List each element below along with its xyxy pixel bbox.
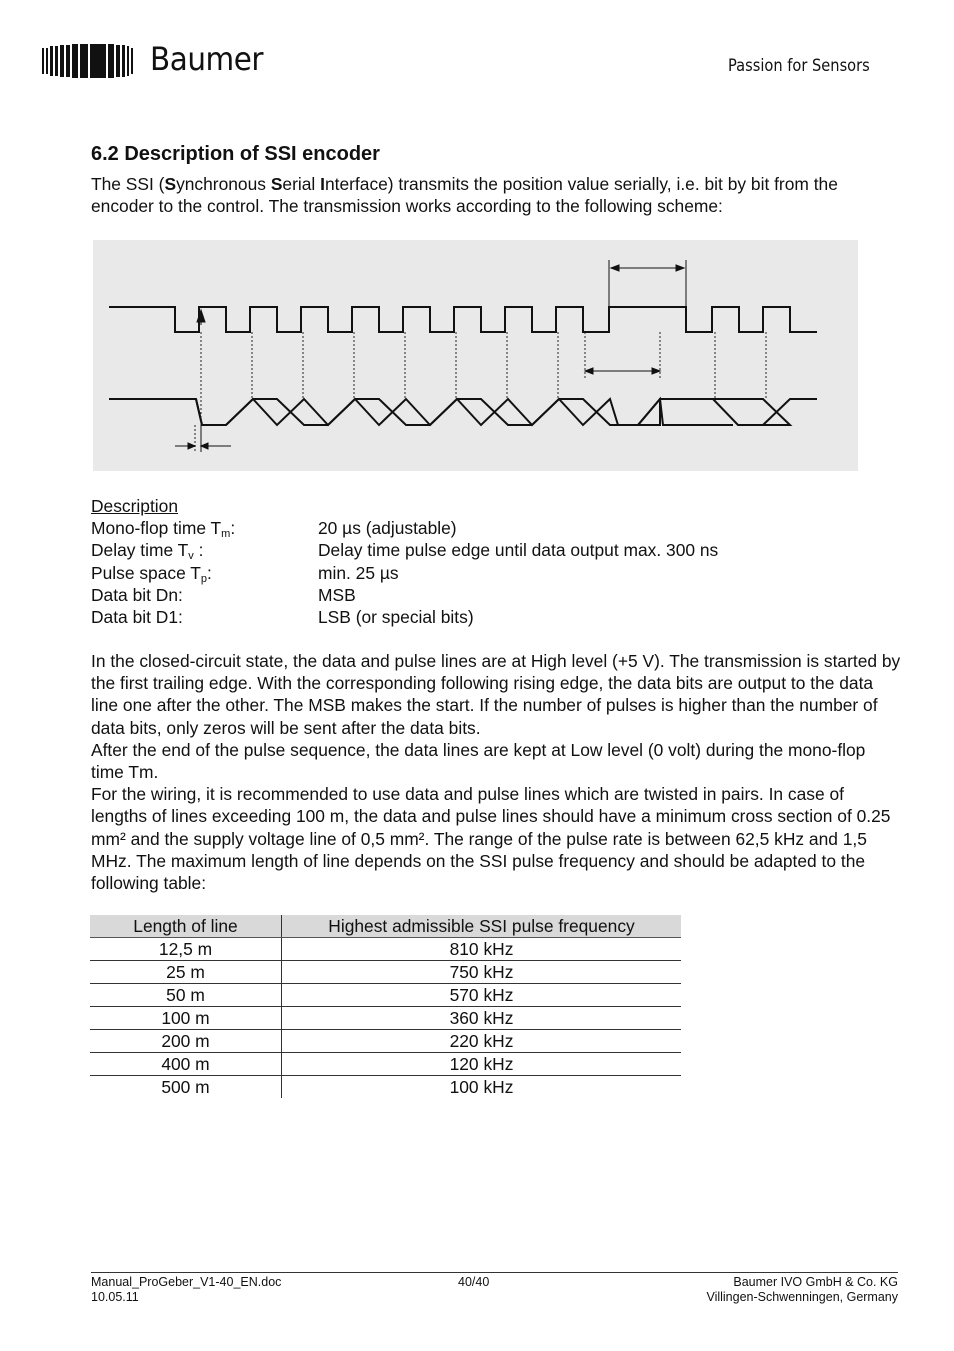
footer-divider bbox=[91, 1272, 898, 1273]
description-value: 20 µs (adjustable) bbox=[318, 518, 457, 539]
cell-length: 50 m bbox=[90, 984, 282, 1007]
table-row bbox=[90, 961, 681, 984]
body-text bbox=[91, 650, 903, 894]
term-subscript: v bbox=[188, 550, 194, 563]
section-heading: 6.2 Description of SSI encoder bbox=[91, 143, 380, 165]
cell-length: 400 m bbox=[90, 1053, 282, 1076]
cell-length: 200 m bbox=[90, 1030, 282, 1053]
intro-paragraph bbox=[91, 173, 903, 217]
data-signal-high bbox=[109, 399, 733, 425]
description-row bbox=[91, 562, 903, 584]
description-value: Delay time pulse edge until data output max. 300 ns bbox=[318, 540, 719, 561]
footer-left bbox=[91, 1275, 281, 1305]
cell-length: 100 m bbox=[90, 1007, 282, 1030]
intro-segment: nterface) transmits the position value serially, i.e. bit by bit from the encoder to the control. The transmission works according to the following scheme: bbox=[91, 174, 838, 217]
term-subscript: m bbox=[221, 528, 231, 541]
description-row bbox=[91, 517, 903, 539]
body-paragraph: In the closed-circuit state, the data and pulse lines are at High level (+5 V). The transmission is started by the first trailing edge. With the corresponding following rising edge, the data bits are output to the data line one after the other. The MSB makes the start. If the number of pulses is higher than the number of data bits, only zeros will be sent after the data bits. bbox=[91, 651, 901, 738]
cell-frequency: 570 kHz bbox=[282, 984, 682, 1007]
description-term bbox=[91, 584, 183, 606]
description-list bbox=[91, 495, 903, 628]
line-length-frequency-table bbox=[90, 915, 681, 1098]
term-text: Mono-flop time T bbox=[91, 518, 222, 539]
tagline: Passion for Sensors bbox=[728, 56, 870, 76]
cell-length: 500 m bbox=[90, 1076, 282, 1099]
term-text: Data bit D1: bbox=[91, 606, 183, 627]
clock-signal bbox=[109, 307, 817, 332]
description-rows bbox=[91, 517, 903, 628]
footer-company: Baumer IVO GmbH & Co. KG bbox=[733, 1275, 898, 1289]
intro-segment: S bbox=[164, 174, 177, 194]
description-term bbox=[91, 539, 203, 561]
cell-frequency: 810 kHz bbox=[282, 938, 682, 961]
term-text: Data bit Dn: bbox=[91, 584, 183, 605]
table-header-length: Length of line bbox=[90, 915, 282, 938]
table-header-frequency: Highest admissible SSI pulse frequency bbox=[282, 915, 682, 938]
description-term bbox=[91, 517, 235, 539]
table-row bbox=[90, 1076, 681, 1099]
cell-frequency: 220 kHz bbox=[282, 1030, 682, 1053]
term-suffix: : bbox=[207, 562, 212, 583]
footer-date: 10.05.11 bbox=[91, 1290, 139, 1304]
description-term bbox=[91, 562, 212, 584]
cell-frequency: 100 kHz bbox=[449, 1077, 514, 1097]
term-text: Delay time T bbox=[91, 540, 189, 561]
intro-segment: ynchronous bbox=[176, 174, 271, 194]
intro-segment: I bbox=[320, 174, 325, 194]
intro-segment: The SSI ( bbox=[91, 174, 165, 194]
term-suffix: : bbox=[193, 540, 204, 561]
table-row bbox=[90, 1007, 681, 1030]
footer-page-number: 40/40 bbox=[458, 1275, 490, 1289]
body-paragraph: For the wiring, it is recommended to use data and pulse lines which are twisted in pairs. In case of lengths of lines exceeding 100 m, the data and pulse lines should have a minimum cross section of 0.25 mm² and the supply voltage line of 0,5 mm². The range of the pulse rate is between 62,5 kHz and 1,5 MHz. The maximum length of line depends on the SSI pulse frequency and should be adapted to the following table: bbox=[91, 784, 891, 894]
description-value: MSB bbox=[318, 584, 356, 605]
term-text: Pulse space T bbox=[91, 562, 201, 583]
body-paragraph: After the end of the pulse sequence, the data lines are kept at Low level (0 volt) during the mono-flop time Tm. bbox=[91, 739, 866, 783]
cell-frequency: 120 kHz bbox=[282, 1053, 682, 1076]
cell-length: 25 m bbox=[90, 961, 282, 984]
term-subscript: p bbox=[200, 572, 208, 585]
table-row bbox=[90, 1030, 681, 1053]
table-header-row bbox=[90, 915, 681, 938]
cell-length: 12,5 m bbox=[90, 938, 282, 961]
footer-right bbox=[706, 1275, 898, 1305]
intro-segment: erial bbox=[282, 174, 321, 194]
description-value: LSB (or special bits) bbox=[318, 606, 474, 627]
baumer-logo-text: Baumer bbox=[150, 40, 264, 78]
cell-frequency: 360 kHz bbox=[282, 1007, 682, 1030]
description-term bbox=[91, 606, 183, 628]
footer-location: Villingen-Schwenningen, Germany bbox=[706, 1290, 898, 1304]
description-value: min. 25 µs bbox=[318, 562, 399, 583]
cell-frequency: 750 kHz bbox=[282, 961, 682, 984]
table-row bbox=[90, 984, 681, 1007]
term-suffix: : bbox=[230, 518, 236, 539]
table-row bbox=[90, 938, 681, 961]
intro-segment: S bbox=[270, 174, 283, 194]
description-row bbox=[91, 606, 903, 628]
table-row bbox=[90, 1053, 681, 1076]
timing-diagram-svg bbox=[93, 240, 858, 471]
data-bit-lower bbox=[202, 399, 663, 425]
ssi-timing-diagram bbox=[93, 240, 858, 471]
description-title: Description bbox=[91, 496, 178, 516]
description-row bbox=[91, 539, 903, 561]
footer-filename: Manual_ProGeber_V1-40_EN.doc bbox=[91, 1275, 282, 1289]
description-row bbox=[91, 584, 903, 606]
